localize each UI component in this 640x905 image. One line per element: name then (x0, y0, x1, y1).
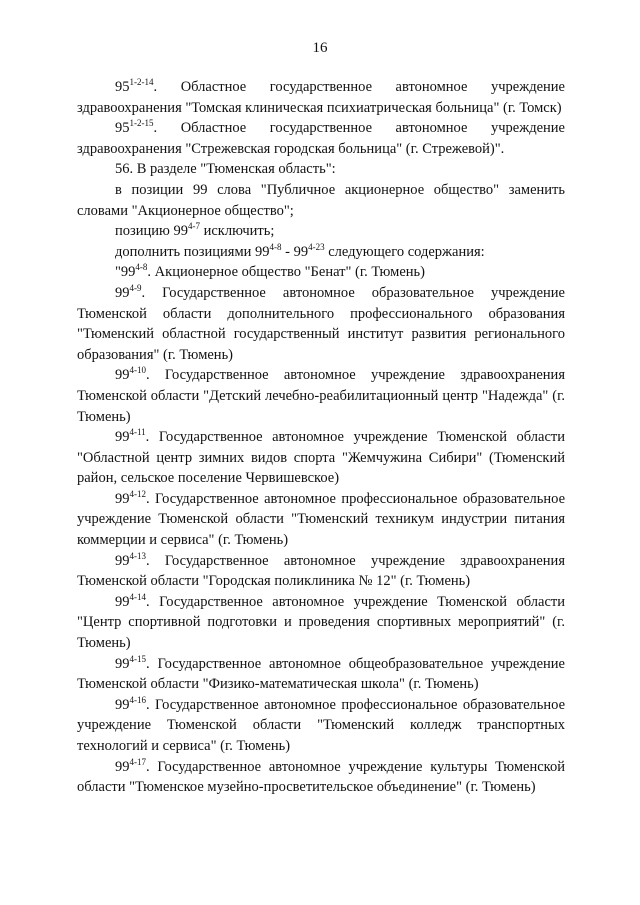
entry-99-4-13 (77, 551, 565, 592)
entry-99-4-14 (77, 592, 565, 654)
entry-99-4-11 (77, 427, 565, 489)
entry-superscript: 4-17 (129, 756, 146, 767)
entry-superscript: 4-8 (135, 262, 148, 273)
entry-number: 99 (115, 655, 130, 672)
paragraph-text: 56. В разделе "Тюменская область": (115, 161, 336, 178)
entry-text: . Областное государственное автономное учреждение здравоохранения "Стрежевская городская больница" (г. Стрежевой)". (77, 120, 565, 157)
entry-text: . Государственное автономное учреждение здравоохранения Тюменской области "Детский лечебно-реабилитационный центр "Надежда" (г. Тюмень) (77, 367, 565, 425)
entry-number: 99 (115, 696, 130, 713)
entry-superscript: 1-2-14 (129, 77, 154, 87)
entry-99-4-15 (77, 654, 565, 695)
entry-number: 99 (115, 284, 130, 301)
entry-superscript: 4-16 (129, 694, 146, 705)
entry-text: . Акционерное общество "Бенат" (г. Тюмень) (147, 264, 425, 281)
entry-99-4-16 (77, 695, 565, 757)
entry-99-4-10 (77, 365, 565, 427)
paragraph-prefix: дополнить позициями 99 (115, 243, 270, 260)
entry-text: . Государственное автономное учреждение Тюменской области "Центр спортивной подготовки и проведения спортивных мероприятий" (г. Тюмень) (77, 593, 565, 652)
entry-superscript: 4-15 (129, 653, 146, 664)
entry-99-4-17 (77, 757, 565, 798)
entry-text: . Государственное автономное учреждение Тюменской области "Областной центр зимних видов спорта "Жемчужина Сибири" (Тюменский район, сельское поселение Червишевское) (77, 429, 565, 487)
entry-99-4-8 (77, 262, 565, 283)
entry-superscript: 4-9 (129, 282, 142, 293)
entry-text: . Государственное автономное учреждение культуры Тюменской области "Тюменское музейно-просветительское объединение" (г. Тюмень) (77, 758, 565, 796)
section-56-heading (77, 159, 565, 180)
paragraph-text: исключить; (199, 223, 275, 240)
entry-99-4-9 (77, 283, 565, 365)
entry-number: 99 (115, 593, 130, 610)
entry-text: . Государственное автономное профессиональное образовательное учреждение Тюменской области "Тюменский колледж транспортных технологий и сервиса" (г. Тюмень) (77, 696, 565, 754)
entry-superscript: 4-14 (129, 591, 146, 602)
instruction-replace-words (77, 180, 565, 221)
paragraph-middle: - 99 (281, 243, 309, 260)
entry-superscript: 4-12 (129, 488, 146, 499)
page-number: 16 (312, 40, 328, 56)
entry-superscript: 4-8 (269, 241, 282, 252)
entry-text: . Государственное автономное образовательное учреждение Тюменской области дополнительного профессионального образования "Тюменский областной государственный институт развития регионального образования" (г. Тюмень) (77, 284, 565, 363)
entry-text: . Областное государственное автономное учреждение здравоохранения "Томская клиническая психиатрическая больница" (г. Томск) (77, 79, 565, 116)
document-body (77, 77, 565, 798)
entry-number: 95 (115, 79, 130, 95)
entry-superscript: 4-11 (129, 427, 146, 438)
entry-superscript-2: 4-23 (308, 241, 325, 252)
entry-99-4-12 (77, 489, 565, 551)
entry-number: 99 (115, 490, 130, 507)
instruction-add-positions (77, 242, 565, 263)
entry-number: 99 (115, 552, 130, 569)
entry-superscript: 4-13 (129, 550, 146, 561)
entry-superscript: 1-2-15 (129, 118, 154, 129)
entry-text: . Государственное автономное профессиональное образовательное учреждение Тюменской области "Тюменский техникум индустрии питания коммерции и сервиса" (г. Тюмень) (77, 490, 565, 549)
entry-number: 95 (115, 120, 130, 137)
entry-text: . Государственное автономное учреждение здравоохранения Тюменской области "Городская поликлиника № 12" (г. Тюмень) (77, 552, 565, 590)
entry-number: 99 (115, 429, 130, 446)
paragraph-prefix: позицию 99 (115, 223, 188, 240)
entry-95-1-2-14 (77, 77, 565, 118)
entry-superscript: 4-10 (129, 365, 146, 376)
entry-number: 99 (115, 758, 130, 775)
entry-text: . Государственное автономное общеобразовательное учреждение Тюменской области "Физико-математическая школа" (г. Тюмень) (77, 655, 565, 693)
entry-superscript: 4-7 (187, 221, 200, 232)
paragraph-text: в позиции 99 слова "Публичное акционерное общество" заменить словами "Акционерное общество"; (77, 181, 565, 219)
paragraph-text: следующего содержания: (324, 243, 485, 260)
instruction-exclude-position (77, 221, 565, 242)
entry-95-1-2-15 (77, 118, 565, 159)
entry-number: "99 (115, 264, 136, 281)
entry-number: 99 (115, 367, 130, 384)
